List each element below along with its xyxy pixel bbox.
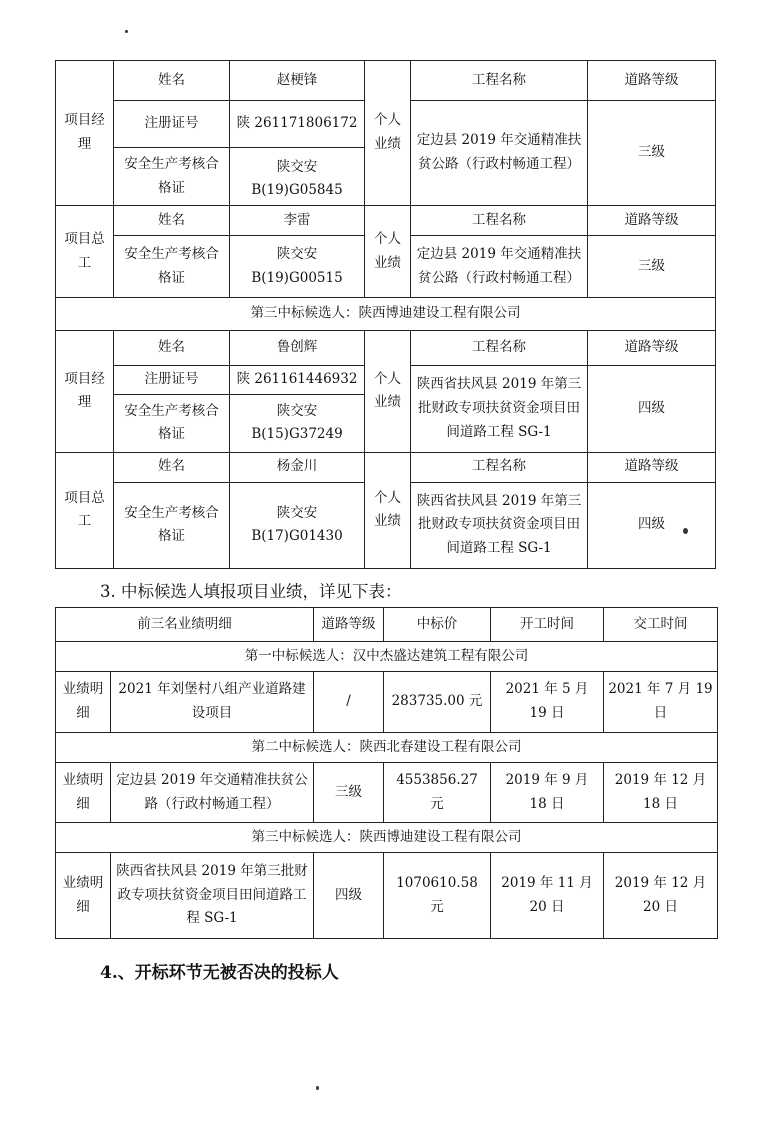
label-cell: 道路等级 <box>588 61 716 101</box>
role-cell: 项目经理 <box>56 331 114 453</box>
header-price: 中标价 <box>384 608 491 642</box>
role-cell: 项目总工 <box>56 452 114 568</box>
label-cell: 个人业绩 <box>365 331 411 453</box>
label-cell: 注册证号 <box>114 366 230 395</box>
row-label: 业绩明细 <box>56 672 111 733</box>
value-cell: 三级 <box>588 236 716 298</box>
start-cell: 2019 年 9 月 18 日 <box>491 763 604 823</box>
value-cell: 陕交安 B(19)G00515 <box>230 236 365 298</box>
row-label: 业绩明细 <box>56 763 111 823</box>
label-cell: 注册证号 <box>114 101 230 148</box>
value-cell: 杨金川 <box>230 452 365 482</box>
project-cell: 2021 年刘堡村八组产业道路建设项目 <box>111 672 314 733</box>
project-cell: 陕西省扶风县 2019 年第三批财政专项扶贫资金项目田间道路工程 SG-1 <box>111 853 314 939</box>
label-cell: 安全生产考核合格证 <box>114 394 230 452</box>
label-cell: 安全生产考核合格证 <box>114 236 230 298</box>
label-cell: 姓名 <box>114 452 230 482</box>
role-cell: 项目总工 <box>56 206 114 298</box>
candidate-header: 第二中标候选人：陕西北春建设工程有限公司 <box>56 733 718 763</box>
end-cell: 2019 年 12 月 18 日 <box>604 763 718 823</box>
end-cell: 2019 年 12 月 20 日 <box>604 853 718 939</box>
price-cell: 1070610.58 元 <box>384 853 491 939</box>
personnel-table <box>55 60 716 569</box>
label-cell: 工程名称 <box>411 452 588 482</box>
price-cell: 4553856.27 元 <box>384 763 491 823</box>
label-cell: 姓名 <box>114 331 230 366</box>
label-cell: 个人业绩 <box>365 206 411 298</box>
label-cell: 姓名 <box>114 206 230 236</box>
value-cell: 三级 <box>588 101 716 206</box>
table-row <box>56 823 718 853</box>
grade-cell: 四级 <box>314 853 384 939</box>
value-cell: 陕西省扶风县 2019 年第三批财政专项扶贫资金项目田间道路工程 SG-1 <box>411 366 588 453</box>
section-3-heading: 3. 中标候选人填报项目业绩，详见下表： <box>100 582 402 601</box>
table-row <box>56 672 718 733</box>
label-cell: 道路等级 <box>588 452 716 482</box>
label-cell: 道路等级 <box>588 206 716 236</box>
scan-speck <box>316 1086 319 1090</box>
table-row <box>56 61 716 101</box>
label-cell: 安全生产考核合格证 <box>114 482 230 568</box>
label-cell: 安全生产考核合格证 <box>114 148 230 206</box>
end-cell: 2021 年 7 月 19 日 <box>604 672 718 733</box>
candidate-header: 第三中标候选人：陕西博迪建设工程有限公司 <box>56 298 716 331</box>
performance-table <box>55 607 718 939</box>
label-cell: 工程名称 <box>411 206 588 236</box>
label-cell: 道路等级 <box>588 331 716 366</box>
grade-cell: / <box>314 672 384 733</box>
table-row <box>56 331 716 366</box>
value-cell: 陕西省扶风县 2019 年第三批财政专项扶贫资金项目田间道路工程 SG-1 <box>411 482 588 568</box>
scan-speck <box>683 528 688 534</box>
candidate-header: 第一中标候选人：汉中杰盛达建筑工程有限公司 <box>56 642 718 672</box>
value-cell: 鲁创辉 <box>230 331 365 366</box>
role-cell: 项目经理 <box>56 61 114 206</box>
value-cell: 李雷 <box>230 206 365 236</box>
value-cell: 四级 <box>588 482 716 568</box>
value-cell: 定边县 2019 年交通精准扶贫公路（行政村畅通工程） <box>411 236 588 298</box>
section-4-heading: 4.、开标环节无被否决的投标人 <box>100 963 339 983</box>
value-cell: 陕 261171806172 <box>230 101 365 148</box>
header-detail: 前三名业绩明细 <box>56 608 314 642</box>
value-cell: 陕交安 B(15)G37249 <box>230 394 365 452</box>
value-cell: 定边县 2019 年交通精准扶贫公路（行政村畅通工程） <box>411 101 588 206</box>
label-cell: 工程名称 <box>411 61 588 101</box>
price-cell: 283735.00 元 <box>384 672 491 733</box>
label-cell: 个人业绩 <box>365 452 411 568</box>
row-label: 业绩明细 <box>56 853 111 939</box>
table-row <box>56 733 718 763</box>
header-start: 开工时间 <box>491 608 604 642</box>
value-cell: 陕交安 B(17)G01430 <box>230 482 365 568</box>
table-row <box>56 206 716 236</box>
table-row <box>56 452 716 482</box>
value-cell: 陕 261161446932 <box>230 366 365 395</box>
candidate-header: 第三中标候选人：陕西博迪建设工程有限公司 <box>56 823 718 853</box>
table-header-row <box>56 608 718 642</box>
header-grade: 道路等级 <box>314 608 384 642</box>
label-cell: 姓名 <box>114 61 230 101</box>
label-cell: 个人业绩 <box>365 61 411 206</box>
table-row <box>56 853 718 939</box>
value-cell: 赵梗锋 <box>230 61 365 101</box>
start-cell: 2021 年 5 月 19 日 <box>491 672 604 733</box>
table-row <box>56 642 718 672</box>
table-row <box>56 763 718 823</box>
project-cell: 定边县 2019 年交通精准扶贫公路（行政村畅通工程） <box>111 763 314 823</box>
grade-cell: 三级 <box>314 763 384 823</box>
header-end: 交工时间 <box>604 608 718 642</box>
value-cell: 四级 <box>588 366 716 453</box>
scan-speck <box>125 30 128 33</box>
label-cell: 工程名称 <box>411 331 588 366</box>
start-cell: 2019 年 11 月 20 日 <box>491 853 604 939</box>
table-row <box>56 298 716 331</box>
value-cell: 陕交安 B(19)G05845 <box>230 148 365 206</box>
